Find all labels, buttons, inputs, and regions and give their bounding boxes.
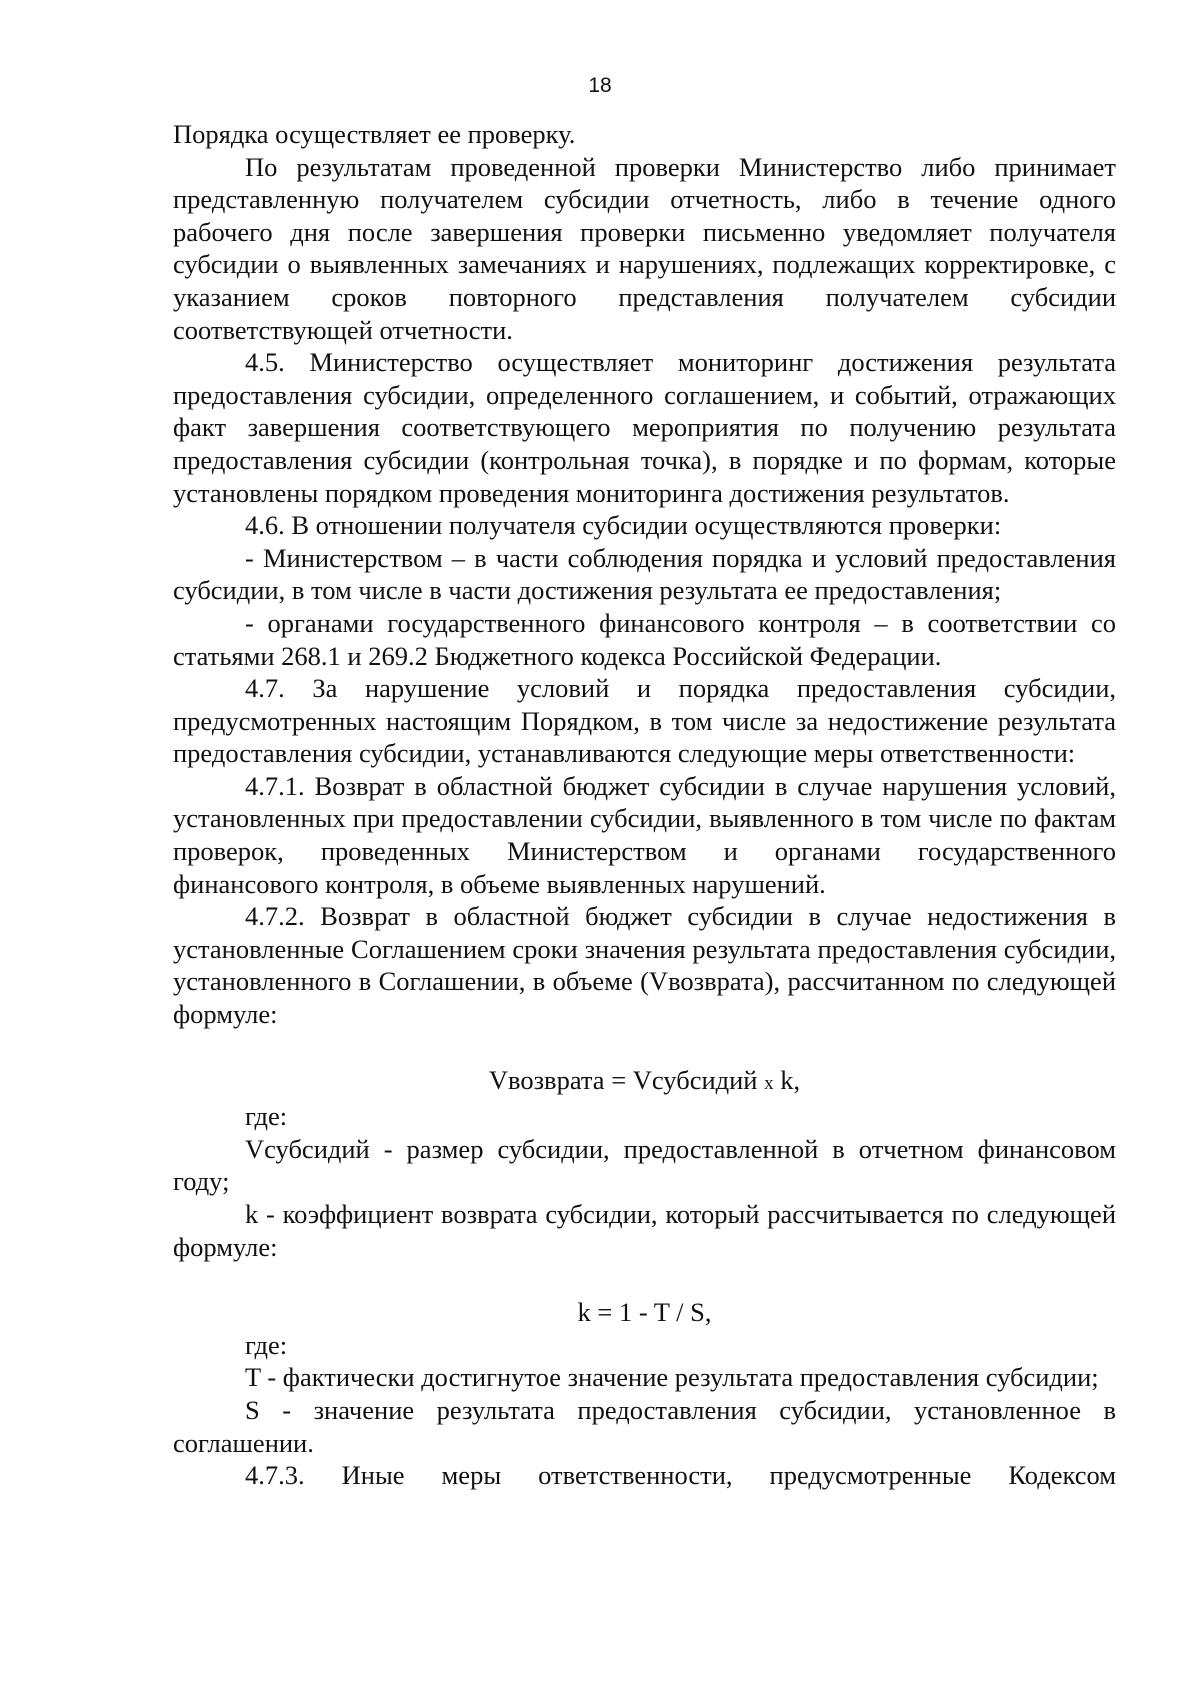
definition-k-coefficient: k - коэффициент возврата субсидии, который рассчитывается по следующей формуле:	[173, 1199, 1116, 1262]
where-label-2: где:	[245, 1329, 288, 1360]
paragraph-4-6: 4.6. В отношении получателя субсидии осуществляются проверки:	[245, 510, 1002, 541]
definition-t-value: T - фактически достигнутое значение результата предоставления субсидии;	[245, 1362, 1099, 1393]
paragraph-4-6-ministry: - Министерством – в части соблюдения порядка и условий предоставления субсидии, в том числе в части достижения результата ее предоставления;	[173, 542, 1116, 606]
paragraph-4-7: 4.7. За нарушение условий и порядка предоставления субсидии, предусмотренных настоящим Порядком, в том числе за недостижение результата предоставления субсидии, устанавливаются следующие меры ответственности:	[173, 673, 1116, 769]
paragraph-4-6-control-bodies: - органами государственного финансового контроля – в соответствии со статьями 268.1 и 269.2 Бюджетного кодекса Российской Федерации.	[173, 607, 1116, 671]
paragraph-4-5: 4.5. Министерство осуществляет мониторинг достижения результата предоставления субсидии, определенного соглашением, и событий, отражающих факт завершения соответствующего мероприятия по получению результата предоставления субсидии (контрольная точка), в порядке и по формам, которые установлены порядком проведения мониторинга достижения результатов.	[173, 347, 1116, 508]
paragraph-4-7-3: 4.7.3. Иные меры ответственности, предусмотренные Кодексом	[245, 1460, 1116, 1491]
formula-return-volume	[173, 1064, 1116, 1101]
formula-return-right: k,	[780, 1064, 801, 1095]
formula-multiply-sign: х	[764, 1072, 774, 1094]
formula-return-left: Vвозврата = Vсубсидий	[488, 1064, 758, 1095]
definition-s-value: S - значение результата предоставления субсидии, установленное в соглашении.	[173, 1394, 1116, 1458]
paragraph-continuation: Порядка осуществляет ее проверку.	[173, 119, 576, 149]
paragraph-verification-result: По результатам проведенной проверки Министерство либо принимает представленную получателем субсидии отчетность, либо в течение одного рабочего дня после завершения проверки письменно уведомляет получателя субсидии о выявленных замечаниях и нарушениях, подлежащих корректировке, с указанием сроков повторного представления получателем субсидии соответствующей отчетности.	[173, 151, 1116, 345]
definition-v-subsidy: Vсубсидий - размер субсидии, предоставленной в отчетном финансовом году;	[173, 1133, 1116, 1197]
paragraph-4-7-2: 4.7.2. Возврат в областной бюджет субсидии в случае недостижения в установленные Соглашением сроки значения результата предоставления субсидии, установленного в Соглашении, в объеме (Vвозврата), рассчитанном по следующей формуле:	[173, 901, 1116, 1030]
where-label-1: где:	[245, 1101, 288, 1132]
document-body	[173, 118, 1116, 1492]
formula-k-coefficient: k = 1 - T / S,	[577, 1297, 712, 1328]
page-number: 18	[588, 74, 612, 97]
paragraph-4-7-1: 4.7.1. Возврат в областной бюджет субсидии в случае нарушения условий, установленных при предоставлении субсидии, выявленного в том числе по фактам проверок, проведенных Министерством и органами государственного финансового контроля, в объеме выявленных нарушений.	[173, 770, 1116, 899]
